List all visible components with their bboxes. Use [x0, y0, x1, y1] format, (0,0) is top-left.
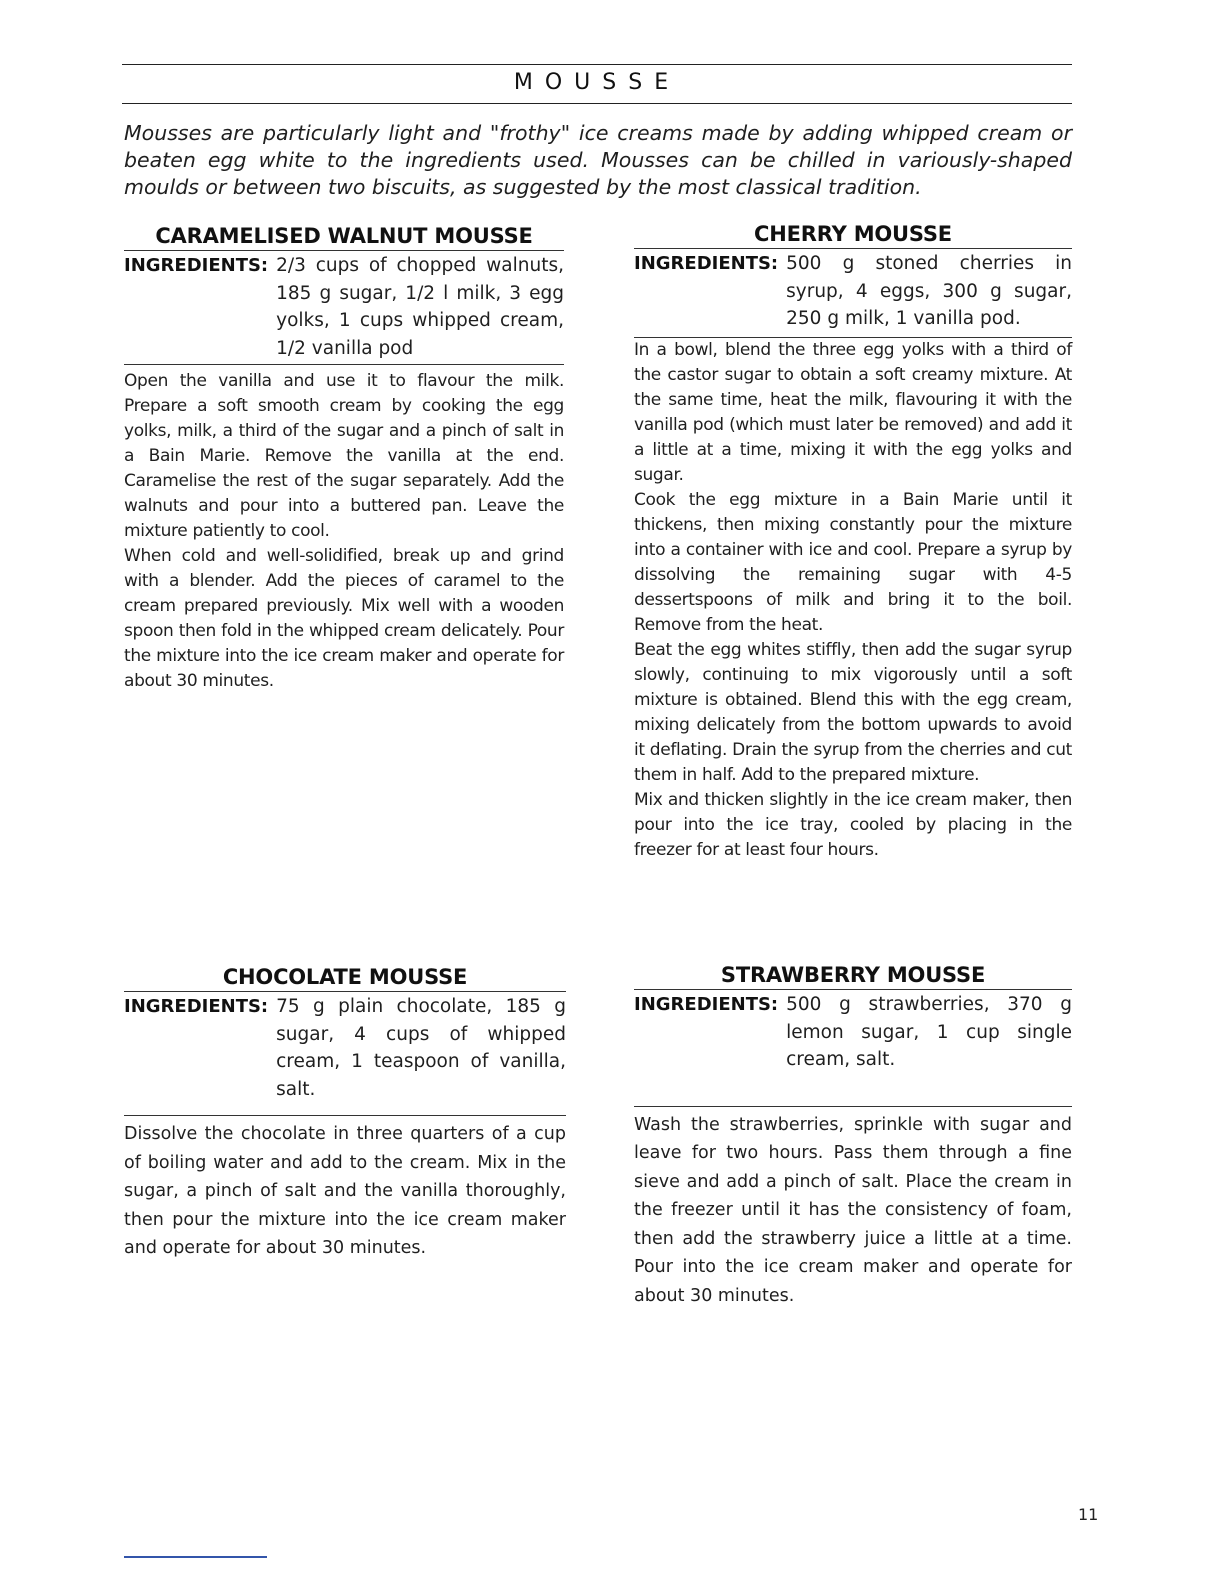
method-text [634, 1106, 1072, 1311]
method-paragraph: Wash the strawberries, sprinkle with sugar and leave for two hours. Pass them through a fine sieve and add a pinch of salt. Place the cream in the freezer until it has the consistency of foam, then add the strawberry juice a little at a time. Pour into the ice cream maker and operate for about 30 minutes. [634, 1114, 1072, 1306]
ingredients-text: 75 g plain chocolate, 185 g sugar, 4 cups of whipped cream, 1 teaspoon of vanilla, salt. [276, 996, 566, 1100]
intro-paragraph: Mousses are particularly light and "frothy" ice creams made by adding whipped cream or beaten egg white to the ingredients used. Mousses can be chilled in variously-shaped moulds or between two biscuits, as suggested by the most classical tradition. [124, 121, 1072, 199]
ingredients-block [124, 993, 566, 1103]
ingredients-block [634, 991, 1072, 1074]
method-paragraph: Beat the egg whites stiffly, then add the sugar syrup slowly, continuing to mix vigorously until a soft mixture is obtained. Blend this with the egg cream, mixing delicately from the bottom upwards to avoid it deflating. Drain the syrup from the cherries and cut them in half. Add to the prepared mixture. [634, 639, 1072, 785]
recipe-title: STRAWBERRY MOUSSE [634, 963, 1072, 990]
ingredients-text: 2/3 cups of chopped walnuts, 185 g sugar, 1/2 l milk, 3 egg yolks, 1 cups whipped cream, 1/2 vanilla pod [276, 255, 564, 359]
method-text [124, 1115, 566, 1263]
ingredients-label: INGREDIENTS: [124, 255, 269, 276]
page-title-bar [122, 64, 1072, 104]
page-title: MOUSSE [513, 70, 681, 95]
recipe-chocolate [124, 965, 566, 1263]
recipe-caramelised-walnut [124, 224, 564, 694]
method-text [124, 364, 564, 694]
method-text [634, 337, 1072, 863]
method-paragraph: In a bowl, blend the three egg yolks with a third of the castor sugar to obtain a soft creamy mixture. At the same time, heat the milk, flavouring it with the vanilla pod (which must later be removed) and add it a little at a time, mixing it with the egg yolks and sugar. [634, 339, 1072, 485]
method-paragraph: Cook the egg mixture in a Bain Marie until it thickens, then mixing constantly pour the mixture into a container with ice and cool. Prepare a syrup by dissolving the remaining sugar with 4-5 dessertspoons of milk and bring it to the boil. Remove from the heat. [634, 489, 1072, 635]
method-paragraph: Dissolve the chocolate in three quarters of a cup of boiling water and add to the cream. Mix in the sugar, a pinch of salt and the vanilla thoroughly, then pour the mixture into the ice cream maker and operate for about 30 minutes. [124, 1124, 566, 1258]
ingredients-block [634, 250, 1072, 333]
recipe-strawberry [634, 963, 1072, 1310]
method-paragraph: Open the vanilla and use it to flavour the milk. Prepare a soft smooth cream by cooking the egg yolks, milk, a third of the sugar and a pinch of salt in a Bain Marie. Remove the vanilla at the end. Caramelise the rest of the sugar separately. Add the walnuts and pour into a buttered pan. Leave the mixture patiently to cool. [124, 371, 564, 541]
recipe-cherry [634, 222, 1072, 863]
method-paragraph: When cold and well-solidified, break up and grind with a blender. Add the pieces of caramel to the cream prepared previously. Mix well with a wooden spoon then fold in the whipped cream delicately. Pour the mixture into the ice cream maker and operate for about 30 minutes. [124, 546, 564, 691]
ingredients-label: INGREDIENTS: [634, 253, 779, 274]
ingredients-label: INGREDIENTS: [124, 996, 269, 1017]
ingredients-block [124, 252, 564, 362]
method-paragraph: Mix and thicken slightly in the ice cream maker, then pour into the ice tray, cooled by placing in the freezer for at least four hours. [634, 789, 1072, 860]
page-number: 11 [1078, 1505, 1099, 1524]
recipe-title: CARAMELISED WALNUT MOUSSE [124, 224, 564, 251]
recipe-title: CHOCOLATE MOUSSE [124, 965, 566, 992]
ingredients-label: INGREDIENTS: [634, 994, 779, 1015]
footer-divider [124, 1556, 267, 1558]
ingredients-text: 500 g strawberries, 370 g lemon sugar, 1 cup single cream, salt. [786, 994, 1072, 1070]
recipe-title: CHERRY MOUSSE [634, 222, 1072, 249]
ingredients-text: 500 g stoned cherries in syrup, 4 eggs, 300 g sugar, 250 g milk, 1 vanilla pod. [786, 253, 1072, 329]
